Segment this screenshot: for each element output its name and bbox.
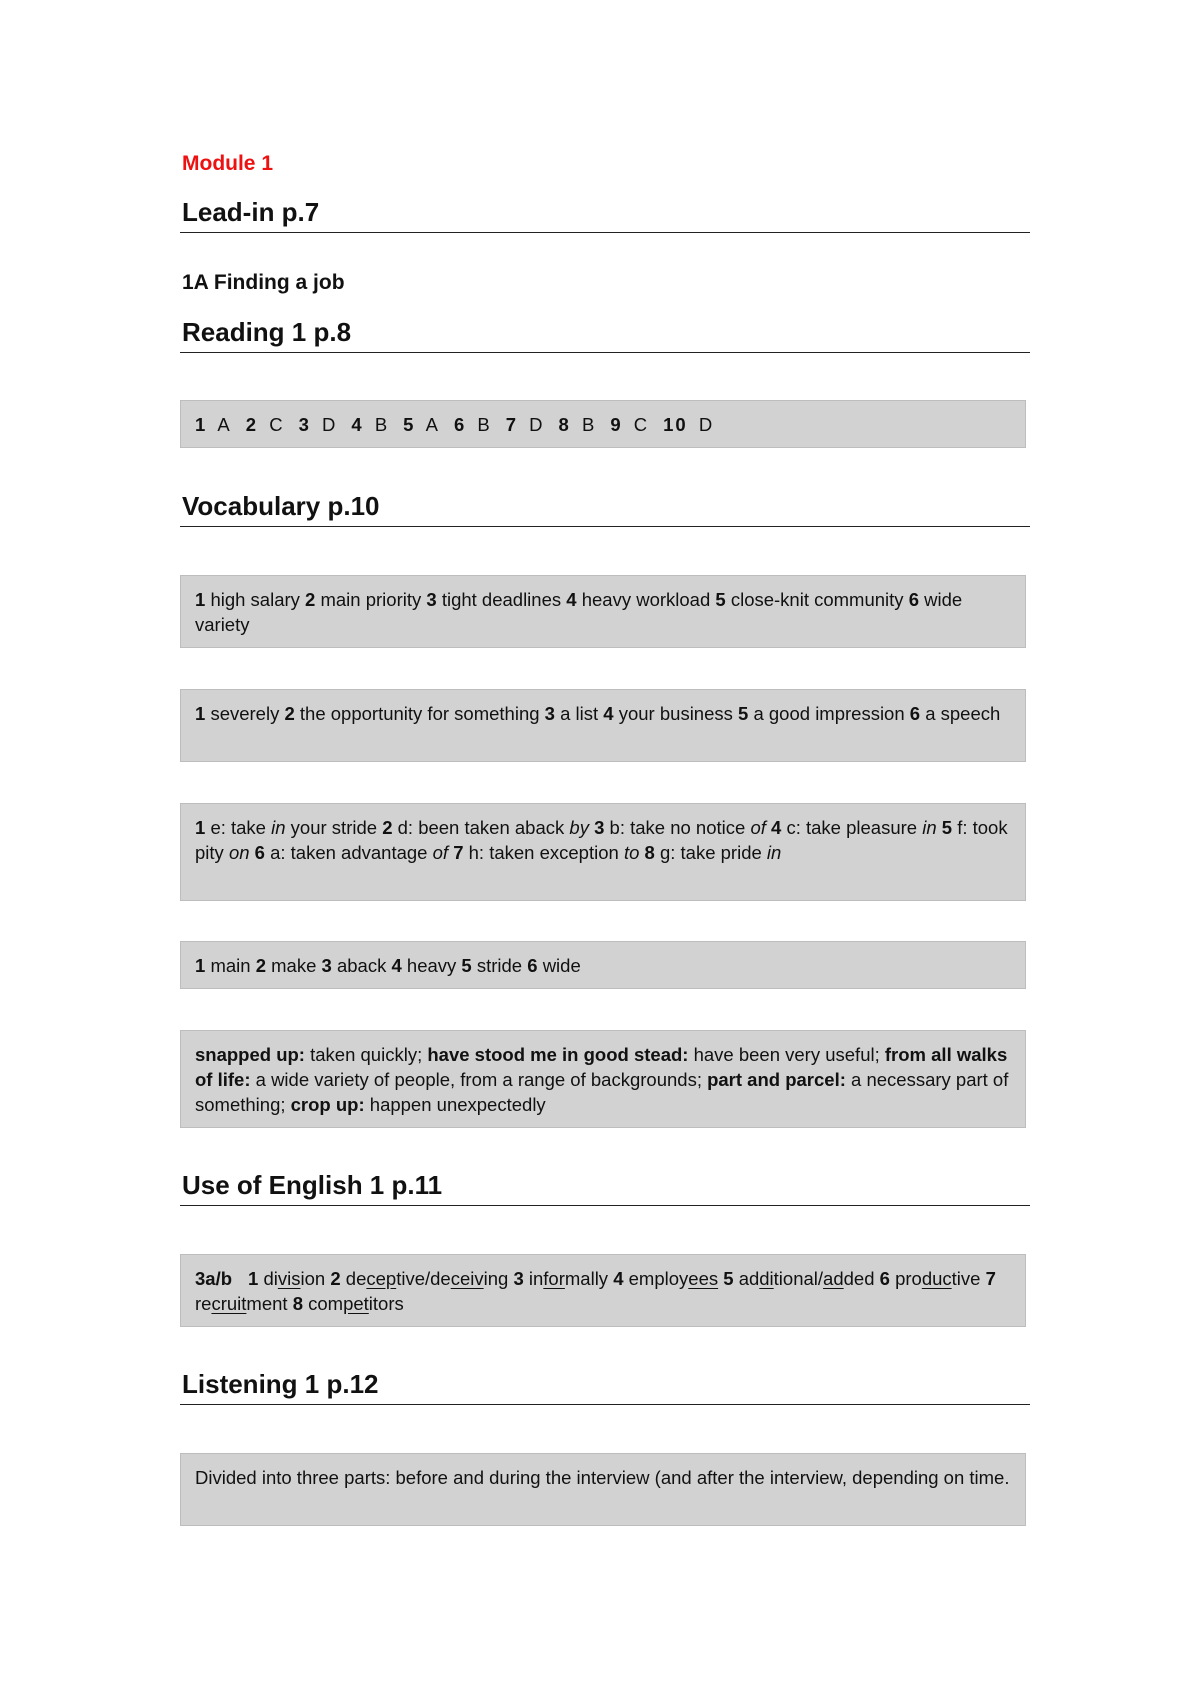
answer-number: 10 <box>663 414 688 435</box>
answer-text: h: taken exception <box>468 842 624 863</box>
use-of-english-label: 3a/b <box>195 1268 233 1289</box>
answer-number: 5 <box>941 817 953 838</box>
answer-preposition: in <box>766 842 782 863</box>
answer-number: 1 <box>195 414 208 435</box>
vocabulary-answers-box-1 <box>180 575 1026 648</box>
definition-text: happen unexpectedly <box>364 1094 546 1115</box>
answer-number: 6 <box>527 955 538 976</box>
answer-number: 8 <box>292 1293 303 1314</box>
answer-number: 8 <box>558 414 571 435</box>
answer-text: a speech <box>925 703 1001 724</box>
definition-text: a wide variety of people, from a range of backgrounds; <box>250 1069 702 1090</box>
answer-number: 2 <box>305 589 316 610</box>
stressed-syllable: for <box>543 1268 565 1289</box>
answer-text: g: take pride <box>659 842 767 863</box>
answer-number: 5 <box>715 589 726 610</box>
answer-number: 5 <box>403 414 416 435</box>
answer-text: f: took pity <box>195 817 1008 863</box>
answer-letter: D <box>322 414 338 435</box>
reading-answers-list <box>195 414 714 435</box>
stressed-syllable: ceiv <box>450 1268 484 1289</box>
definition-term: snapped up: <box>195 1044 305 1065</box>
answer-number: 6 <box>908 589 919 610</box>
vocabulary-answers-list-3 <box>195 817 1008 863</box>
answer-text: a list <box>560 703 599 724</box>
answer-text: c: take pleasure <box>786 817 923 838</box>
answer-word: informally <box>528 1268 609 1289</box>
answer-letter: D <box>529 414 545 435</box>
answer-letter: A <box>425 414 440 435</box>
answer-letter: D <box>698 414 715 435</box>
answer-number: 1 <box>248 1268 259 1289</box>
answer-letter: B <box>581 414 597 435</box>
answer-number: 2 <box>382 817 393 838</box>
answer-letter: B <box>477 414 492 435</box>
answer-text: tight deadlines <box>441 589 562 610</box>
answer-text: heavy <box>406 955 457 976</box>
lead-in-heading: Lead-in p.7 <box>180 197 1030 233</box>
answer-preposition: in <box>922 817 937 838</box>
answer-text: stride <box>476 955 523 976</box>
definition-text: a necessary part of something; <box>195 1069 1009 1115</box>
answer-number: 4 <box>566 589 577 610</box>
answer-preposition: of <box>432 842 449 863</box>
answer-text: severely <box>210 703 280 724</box>
answer-number: 3 <box>426 589 437 610</box>
answer-text: close-knit community <box>730 589 904 610</box>
vocabulary-answers-list-4 <box>195 955 581 976</box>
answer-word: productive <box>895 1268 981 1289</box>
vocabulary-definitions-box <box>180 1030 1026 1128</box>
vocabulary-definitions-list <box>195 1044 1008 1115</box>
answer-text: main <box>210 955 251 976</box>
answer-text: d: been taken aback <box>397 817 570 838</box>
vocabulary-answers-box-4 <box>180 941 1026 989</box>
use-of-english-answers-list <box>195 1268 996 1314</box>
answer-letter: C <box>633 414 650 435</box>
answer-number: 2 <box>255 955 266 976</box>
answer-letter: C <box>269 414 285 435</box>
vocabulary-answers-box-2 <box>180 689 1026 762</box>
answer-text: the opportunity for something <box>299 703 540 724</box>
answer-text: main priority <box>320 589 422 610</box>
answer-number: 2 <box>330 1268 341 1289</box>
answer-text: b: take no notice <box>609 817 751 838</box>
answer-number: 6 <box>453 414 467 435</box>
listening-notes-box <box>180 1453 1026 1526</box>
definition-text: have been very useful; <box>688 1044 880 1065</box>
definition-term: have stood me in good stead: <box>427 1044 689 1065</box>
answer-text: heavy workload <box>581 589 711 610</box>
answer-number: 1 <box>195 589 206 610</box>
answer-text: a: taken advantage <box>270 842 433 863</box>
definition-term: part and parcel: <box>707 1069 846 1090</box>
answer-number: 1 <box>195 703 206 724</box>
stressed-syllable: vis <box>277 1268 301 1289</box>
definition-term: from all walks of life: <box>195 1044 1008 1090</box>
answer-letter: B <box>374 414 390 435</box>
answer-number: 6 <box>879 1268 890 1289</box>
answer-text: your business <box>618 703 733 724</box>
stressed-syllable: duc <box>921 1268 952 1289</box>
answer-text: your stride <box>285 817 378 838</box>
answer-word: employees <box>628 1268 719 1289</box>
answer-number: 4 <box>391 955 402 976</box>
answer-number: 5 <box>461 955 472 976</box>
vocabulary-answers-box-3 <box>180 803 1026 901</box>
stressed-syllable: ees <box>688 1268 719 1289</box>
answer-number: 7 <box>453 842 464 863</box>
stressed-syllable: di <box>759 1268 774 1289</box>
answer-number: 6 <box>909 703 921 724</box>
answer-word: division <box>263 1268 326 1289</box>
answer-number: 6 <box>254 842 265 863</box>
answer-preposition: on <box>228 842 250 863</box>
vocabulary-answers-list-1 <box>195 589 962 635</box>
vocabulary-heading: Vocabulary p.10 <box>180 491 1030 527</box>
answer-number: 4 <box>771 817 782 838</box>
answer-letter: A <box>217 414 232 435</box>
answer-text: a good impression <box>753 703 905 724</box>
answer-number: 1 <box>195 955 206 976</box>
answer-number: 3 <box>513 1268 524 1289</box>
answer-word: additional/added <box>738 1268 875 1289</box>
answer-text: aback <box>336 955 387 976</box>
stressed-syllable: cruit <box>211 1293 247 1314</box>
answer-preposition: of <box>750 817 766 838</box>
definition-term: crop up: <box>290 1094 365 1115</box>
answer-number: 7 <box>985 1268 996 1289</box>
answer-number: 4 <box>351 414 364 435</box>
answer-number: 3 <box>321 955 332 976</box>
answer-number: 2 <box>245 414 259 435</box>
answer-number: 1 <box>195 817 206 838</box>
answer-preposition: to <box>623 842 640 863</box>
reading-answers-box <box>180 400 1026 448</box>
answer-number: 4 <box>613 1268 624 1289</box>
lead-in-subheading: 1A Finding a job <box>182 271 345 294</box>
answer-text: make <box>271 955 317 976</box>
use-of-english-answers-box <box>180 1254 1026 1327</box>
answer-word: deceptive/deceiving <box>345 1268 509 1289</box>
answer-number: 8 <box>644 842 655 863</box>
reading-heading: Reading 1 p.8 <box>180 317 1030 353</box>
definition-text: taken quickly; <box>304 1044 423 1065</box>
answer-number: 4 <box>603 703 614 724</box>
listening-heading: Listening 1 p.12 <box>180 1369 1030 1405</box>
listening-notes-text: Divided into three parts: before and during the interview (and after the interview, depending on time. <box>195 1467 1010 1488</box>
stressed-syllable: cep <box>366 1268 397 1289</box>
answer-number: 7 <box>505 414 519 435</box>
answer-word: recruitment <box>195 1293 288 1314</box>
stressed-syllable: pet <box>343 1293 369 1314</box>
answer-number: 3 <box>298 414 311 435</box>
answer-text: wide <box>542 955 581 976</box>
vocabulary-answers-list-2 <box>195 703 1000 724</box>
answer-number: 9 <box>610 414 623 435</box>
answer-text: e: take <box>210 817 272 838</box>
answer-text: wide variety <box>195 589 963 635</box>
answer-preposition: by <box>569 817 589 838</box>
answer-word: competitors <box>308 1293 404 1314</box>
answer-number: 3 <box>544 703 555 724</box>
stressed-syllable: ad <box>823 1268 844 1289</box>
answer-number: 2 <box>284 703 295 724</box>
answer-text: high salary <box>210 589 300 610</box>
answer-number: 5 <box>723 1268 734 1289</box>
answer-preposition: in <box>271 817 286 838</box>
answer-number: 3 <box>594 817 605 838</box>
use-of-english-heading: Use of English 1 p.11 <box>180 1170 1030 1206</box>
answer-number: 5 <box>738 703 749 724</box>
module-title: Module 1 <box>182 152 274 175</box>
